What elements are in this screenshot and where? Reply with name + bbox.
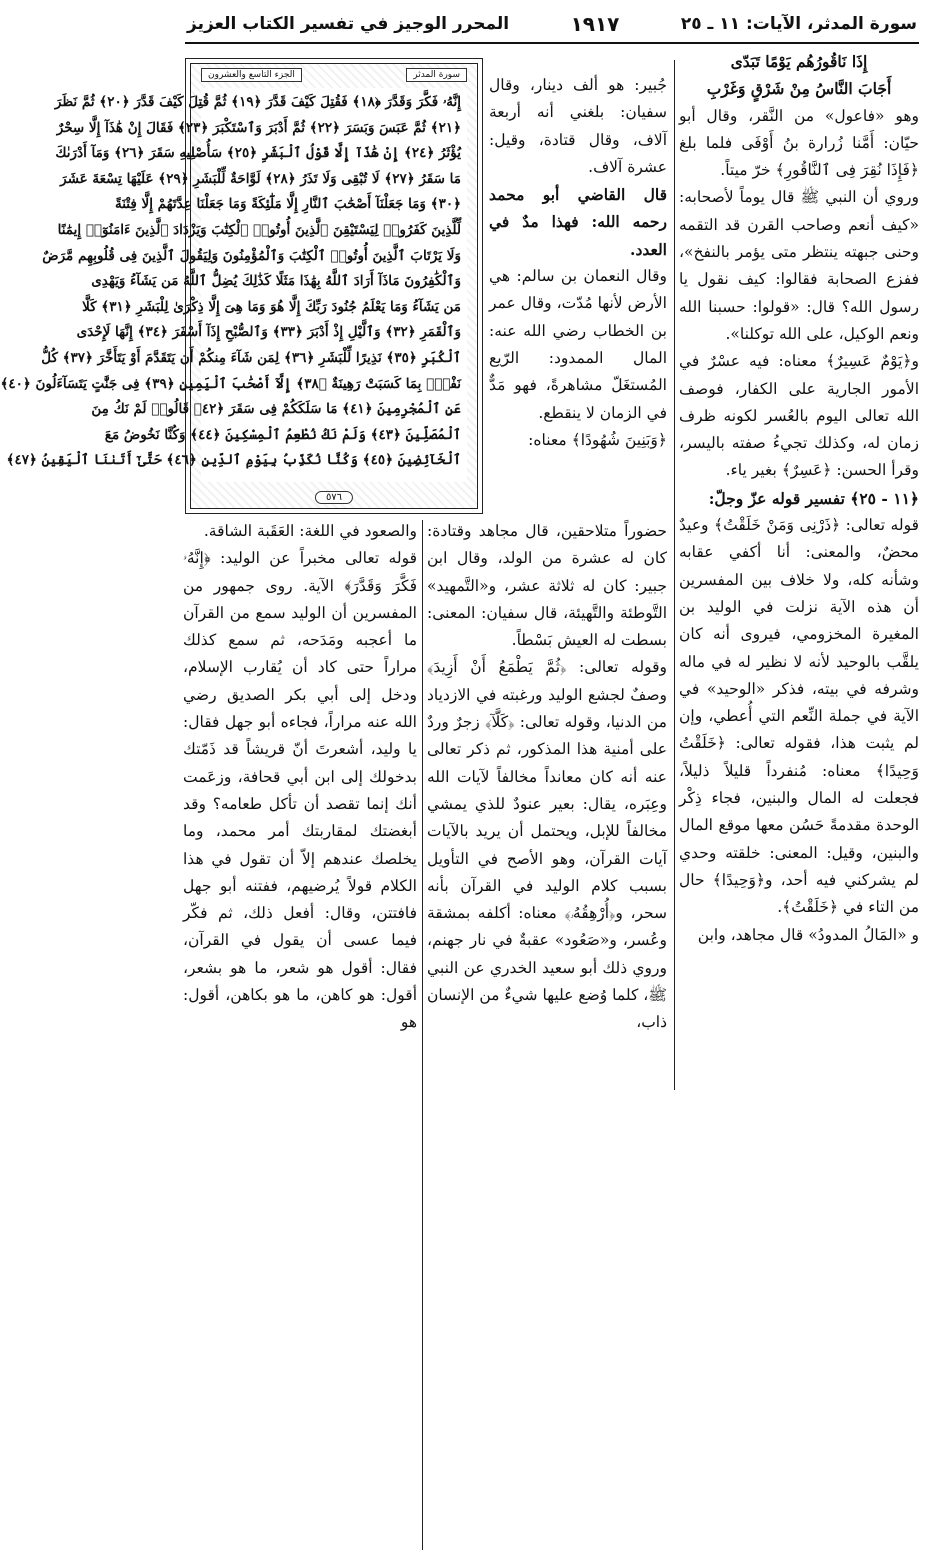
page-number: ١٩١٧: [570, 12, 620, 36]
mushaf-line: وَٱلْكَٰفِرُونَ مَاذَآ أَرَادَ ٱللَّهُ بِهَٰذَا مَثَلًا كَذَٰلِكَ يُضِلُّ ٱللَّهُ مَن يَشَآءُ وَيَهْدِى: [91, 273, 461, 290]
column-divider-left: [422, 520, 423, 1550]
column-divider-right: [674, 60, 675, 1090]
paragraph: قال القاضي أبو محمد رحمه الله: فهذا مدٌ في العدد.: [489, 185, 667, 259]
paragraph: ﴿وَبَنِينَ شُهُودًا﴾ معناه:: [528, 430, 667, 449]
paragraph: والصعود في اللغة: العَقَبة الشاقة.: [203, 522, 417, 540]
mushaf-line: مَا سَقَرُ ﴿٢٧﴾ لَا تُبْقِى وَلَا تَذَرُ ﴿٢٨﴾ لَوَّاحَةٌ لِّلْبَشَرِ ﴿٢٩﴾ عَلَيْهَا تِسْعَةَ عَشَرَ: [60, 170, 461, 187]
mushaf-juz-label: الجزء التاسع والعشرون: [201, 68, 302, 82]
paragraph: وقوله تعالى: ﴿ثُمَّ يَطْمَعُ أَنْ أَزِيدَ﴾ وصفٌ لجشع الوليد ورغبته في الازدياد من الدنيا، وقوله تعالى: ﴿كَلَّآ﴾ زجرٌ وردٌ على أمنية هذا المذكور، ثم ذكر تعالى عنه أنه كان معانداً مخالفاً لآيات الله وعِبَره، يقال: بعير عنودٌ للذي يمشي مخالفاً للإبل، ويحتمل أن يريد بالآيات آيات القرآن، وهو الأصح في التأويل بسبب كلام الوليد في القرآن بأنه سحر، و﴿أُرْهِقُهُۥ﴾ معناه: أكلفه بمشقة وعُسر، و«صَعُود» عقبةٌ في نار جهنم، وروي ذلك أبو سعيد الخدري عن النبي ﷺ، كلما وُضع عليها شيءٌ من الإنسان ذاب،: [427, 658, 667, 1032]
mushaf-text: [0, 88, 467, 482]
paragraph: و «المَالُ المدودُ» قال مجاهد، وابن: [697, 925, 919, 944]
mushaf-line: ﴿٢١﴾ ثُمَّ عَبَسَ وَبَسَرَ ﴿٢٢﴾ ثُمَّ أَدْبَرَ وَٱسْتَكْبَرَ ﴿٢٣﴾ فَقَالَ إِنْ هَٰذَآ إِلَّا سِحْرٌ: [56, 119, 461, 136]
mushaf-line: إِنَّهُۥ فَكَّرَ وَقَدَّرَ ﴿١٨﴾ فَقُتِلَ كَيْفَ قَدَّرَ ﴿١٩﴾ ثُمَّ قُتِلَ كَيْفَ قَدَّرَ ﴿٢٠﴾ ثُمَّ نَظَرَ: [54, 94, 461, 110]
mushaf-line: يُؤْثَرُ ﴿٢٤﴾ إِنْ هَٰذَآ إِلَّا قَوْلُ ٱلْبَشَرِ ﴿٢٥﴾ سَأُصْلِيهِ سَقَرَ ﴿٢٦﴾ وَمَآ أَدْرَىٰكَ: [55, 145, 461, 162]
mushaf-line: وَلَا يَرْتَابَ ٱلَّذِينَ أُوتُوا۟ ٱلْكِتَٰبَ وَٱلْمُؤْمِنُونَ وَلِيَقُولَ ٱلَّذِينَ فِى قُلُوبِهِم مَّرَضٌ: [42, 247, 461, 264]
paragraph: وقال النعمان بن سالم: هي الأرض لأنها مُدّت، وقال عمر بن الخطاب رضي الله عنه: المال الممدود: الرّيع المُستغَلّ مشاهرةً، فهو مَدٌّ في الزمان لا ينقطع.: [489, 267, 667, 422]
middle-top-column: [489, 72, 667, 454]
mushaf-line: ٱلْمُصَلِّينَ ﴿٤٣﴾ وَلَمْ نَكُ نُطْعِمُ ٱلْمِسْكِينَ ﴿٤٤﴾ وَكُنَّا نَخُوضُ مَعَ: [104, 426, 461, 443]
mushaf-line: وَٱلْقَمَرِ ﴿٣٢﴾ وَٱلَّيْلِ إِذْ أَدْبَرَ ﴿٣٣﴾ وَٱلصُّبْحِ إِذَآ أَسْفَرَ ﴿٣٤﴾ إِنَّهَا لَإِحْدَى: [76, 324, 461, 341]
running-header: [187, 10, 917, 38]
mushaf-line: ٱلْخَآئِضِينَ ﴿٤٥﴾ وَكُنَّا نُكَذِّبُ بِيَوْمِ ٱلدِّينِ ﴿٤٦﴾ حَتَّىٰٓ أَتَىٰنَا ٱلْيَقِينُ ﴿٤٧﴾: [6, 452, 461, 469]
mushaf-line: ٱلْكُبَرِ ﴿٣٥﴾ نَذِيرًا لِّلْبَشَرِ ﴿٣٦﴾ لِمَن شَآءَ مِنكُمْ أَن يَتَقَدَّمَ أَوْ يَتَأَخَّرَ ﴿٣٧﴾ كُلُّ: [41, 349, 461, 366]
mushaf-line: عَنِ ٱلْمُجْرِمِينَ ﴿٤١﴾ مَا سَلَكَكُمْ فِى سَقَرَ ﴿٤٢﴾ قَالُوا۟ لَمْ نَكُ مِنَ: [91, 401, 461, 418]
poem-verse-2: أَجَابَ النَّاسُ مِنْ شَرْقٍ وَغَرْبِ: [706, 79, 892, 99]
paragraph: و﴿يَوْمٌ عَسِيرٌ﴾ معناه: فيه عسْرٌ في الأمور الجارية على الكفار، فوصف الله تعالى اليوم بالعُسر لكونه ظرف زمان له، وكذلك تجيءُ صفته باليسر، وقرأ الحسن: ﴿عَسِرٌ﴾ بغير ياء.: [679, 352, 919, 480]
paragraph: وهو «فاعول» من النَّقر، وقال أبو حيّان: أَمَّنا زُرارة بنُ أَوْفَى فلما بلغ ﴿فَإِذَا نُقِرَ فِى ٱلنَّاقُورِ﴾ خرّ ميتاً.: [679, 106, 919, 180]
mushaf-surah-label: سورة المدثر: [406, 68, 467, 82]
paragraph: قوله تعالى: ﴿ذَرْنِى وَمَنْ خَلَقْتُ﴾ وعيدٌ محضٌ، والمعنى: أنا أكفي عقابه وشأنه كله، ولا خلاف بين المفسرين أن هذه الآية نزلت في الوليد بن المغيرة المخزومي، فيروى أنه كان يلقَّب بالوحيد لأنه لا نظير له في ماله وشرفه في بيته، فذكر «الوحيد» في الآية في جملة النِّعم التي أُعطي، وإن لم يثبت هذا، فقوله تعالى: ﴿خَلَقْتُ وَحِيدًا﴾ معناه: مُنفرداً قليلاً ذليلاً، فجعلت له المال والبنين، فجاء ذِكْر الوحدة مقدمةً حَسُن معها موقع المال والبنين، وقيل: المعنى: خلقته وحدي لم يشركني فيه أحد، و﴿وَحِيدًا﴾ حال من التاء في ﴿خَلَقْتُ﴾.: [679, 516, 919, 917]
mushaf-page-number: ٥٧٦: [315, 491, 353, 504]
mushaf-page-image: [0, 58, 483, 514]
mushaf-line: ﴿٣٠﴾ وَمَا جَعَلْنَآ أَصْحَٰبَ ٱلنَّارِ إِلَّا مَلَٰٓئِكَةً وَمَا جَعَلْنَا عِدَّتَهُمْ إِلَّا فِتْنَةً: [114, 196, 461, 213]
book-title: المحرر الوجيز في تفسير الكتاب العزيز: [187, 14, 510, 34]
paragraph: جُبير: هو ألف دينار، وقال سفيان: بلغني أنه أربعة آلاف، وقال قتادة، وقيل: عشرة آلاف.: [489, 76, 667, 176]
middle-bottom-column: [427, 518, 667, 1037]
paragraph: قوله تعالى مخبراً عن الوليد: ﴿إِنَّهُۥ فَكَّرَ وَقَدَّرَ﴾ الآية. روى جمهور من المفسرين أن الوليد سمع من القرآن ما أعجبه ومَدَحه، ثم سمع كذلك مراراً حتى كاد أن يُقارب الإسلام، ودخل إلى أبي بكر الصديق رضي الله عنه مراراً، فجاءه أبو جهل فقال: يا وليد، أشعرتَ أنّ قريشاً قد ذَمّتك بدخولك إلى ابن أبي قحافة، وزعَمت أنك إنما تقصد أن تأكل طعامه؟ وقد أبغضتك لمقاربتك أمر محمد، وما يخلصك عندهم إلاّ أن تقول في هذا الكلام قولاً يُرضيهم، ففتنه أبو جهل فافتتن، وقال: أفعل ذلك، ثم فكّر فيما عسى أن يقول في القرآن، فقال: أقول هو شعر، ما هو بشعر، أقول: هو كاهن، ما هو بكاهن، أقول: هو: [183, 549, 417, 1032]
paragraph: حضوراً متلاحقين، قال مجاهد وقتادة: كان له عشرة من الولد، وقال ابن جبير: كان له ثلاثة عشر، و«التَّمهيد» التَّوطئة والتَّهيئة، قال سفيان: المعنى: بسطت له العيش بَسْطاً.: [427, 522, 667, 650]
mushaf-frame: [0, 63, 478, 509]
paragraph: وروي أن النبي ﷺ قال يوماً لأصحابه: «كيف أنعم وصاحب القرن قد التقمه وحنى جبهته ينتظر متى يؤمر بالنفخ»، ففزع الصحابة فقالوا: كيف نقول يا رسول الله؟ قال: «قولوا: حسبنا الله ونعم الوكيل، على الله توكلنا».: [679, 188, 919, 343]
mushaf-line: مَن يَشَآءُ وَمَا يَعْلَمُ جُنُودَ رَبِّكَ إِلَّا هُوَ وَمَا هِىَ إِلَّا ذِكْرَىٰ لِلْبَشَرِ ﴿٣١﴾ كَلَّا: [82, 298, 461, 315]
poem-verse-1: إِذَا نَاقُورُهُم يَوْمًا تَبَدّى: [730, 52, 868, 71]
mushaf-line: لِّلَّذِينَ كَفَرُوا۟ لِيَسْتَيْقِنَ ٱلَّذِينَ أُوتُوا۟ ٱلْكِتَٰبَ وَيَزْدَادَ ٱلَّذِينَ ءَامَنُوٓا۟ إِيمَٰنًا: [57, 221, 461, 238]
surah-info: سورة المدثر، الآيات: ١١ ـ ٢٥: [680, 14, 917, 34]
header-rule: [185, 42, 919, 44]
mushaf-line: نَفْسٍۭ بِمَا كَسَبَتْ رَهِينَةٌ ﴿٣٨﴾ إِلَّآ أَصْحَٰبَ ٱلْيَمِينِ ﴿٣٩﴾ فِى جَنَّٰتٍ يَتَسَآءَلُونَ ﴿٤٠﴾: [0, 375, 461, 392]
right-column: [679, 48, 919, 949]
left-bottom-column: [183, 518, 417, 1037]
section-heading: ﴿١١ - ٢٥﴾ تفسير قوله عزّ وجلّ:: [708, 488, 919, 508]
